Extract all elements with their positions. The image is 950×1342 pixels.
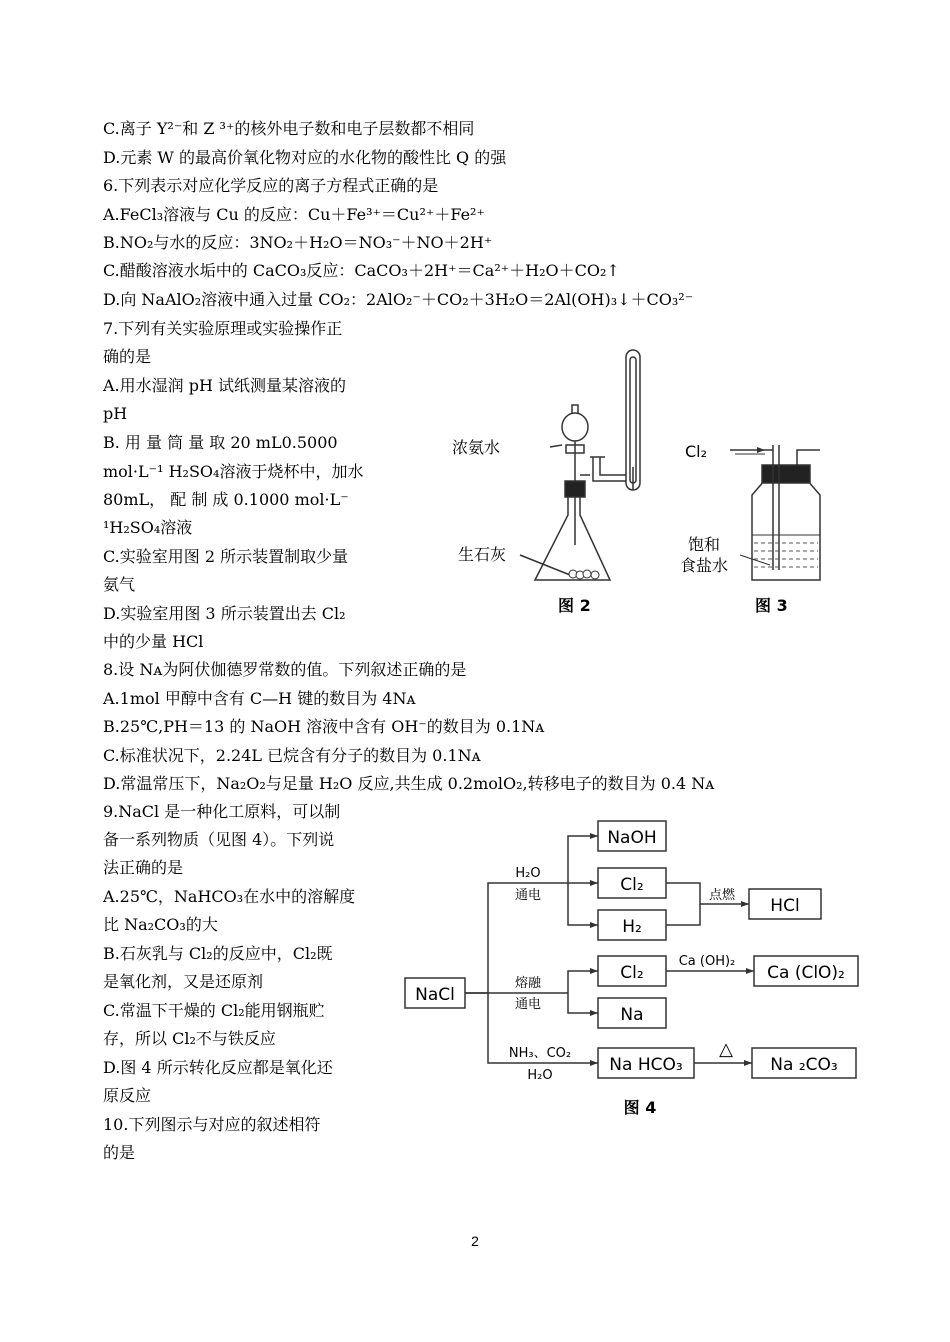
box-na2co3: Na ₂CO₃ [770, 1055, 838, 1075]
box-nacl: NaCl [415, 985, 455, 1005]
option-7d: D.实验室用图 3 所示装置出去 Cl₂ [103, 604, 346, 623]
figure-2-3 [440, 345, 830, 620]
cond-electrolysis-1: 通电 [514, 888, 542, 903]
option-9a: A.25℃，NaHCO₃在水中的溶解度 [103, 887, 356, 906]
label-ammonia: 浓氨水 [452, 438, 501, 457]
box-h2: H₂ [622, 917, 642, 937]
page-number: 2 [471, 1233, 479, 1249]
question-7: 7.下列有关实验原理或实验操作正 [103, 319, 343, 338]
option-7c-cont: 氨气 [103, 575, 136, 594]
heat-symbol: △ [719, 1039, 733, 1060]
option-9d: D.图 4 所示转化反应都是氧化还 [103, 1058, 333, 1077]
option-7c: C.实验室用图 2 所示装置制取少量 [103, 547, 349, 566]
question-8: 8.设 Nᴀ为阿伏伽德罗常数的值。下列叙述正确的是 [103, 660, 467, 679]
option-7b-cont1: mol·L⁻¹ H₂SO₄溶液于烧杯中，加水 [103, 462, 364, 481]
cond-electrolysis-2: 通电 [514, 997, 542, 1012]
option-9a-cont: 比 Na₂CO₃的大 [103, 915, 218, 934]
option-6d: D.向 NaAlO₂溶液中通入过量 CO₂：2AlO₂⁻＋CO₂＋3H₂O＝2Al(OH)₃↓＋CO₃²⁻ [103, 290, 694, 309]
option-6b: B.NO₂与水的反应：3NO₂＋H₂O＝NO₃⁻＋NO＋2H⁺ [103, 233, 493, 252]
question-10: 10.下列图示与对应的叙述相符 [103, 1115, 321, 1134]
figure-4-flowchart [400, 815, 870, 1125]
cond-molten: 熔融 [514, 976, 542, 991]
option-9c: C.常温下干燥的 Cl₂能用钢瓶贮 [103, 1001, 325, 1020]
cond-h2o: H₂O [515, 866, 541, 881]
cond-ignite: 点燃 [708, 888, 736, 903]
caption-figure-3: 图 3 [755, 596, 788, 615]
question-9-cont1: 备一系列物质（见图 4）。下列说 [103, 830, 335, 849]
option-9d-cont: 原反应 [103, 1086, 152, 1105]
question-10-cont: 的是 [103, 1143, 136, 1162]
option-7b: B. 用 量 筒 量 取 20 mL0.5000 [103, 433, 338, 452]
question-9: 9.NaCl 是一种化工原料，可以制 [103, 802, 341, 821]
box-na: Na [620, 1005, 644, 1025]
option-7d-cont: 中的少量 HCl [103, 632, 204, 651]
option-8d: D.常温常压下，Na₂O₂与足量 H₂O 反应,共生成 0.2molO₂,转移电子的数目为 0.4 Nᴀ [103, 774, 715, 793]
option-6a: A.FeCl₃溶液与 Cu 的反应：Cu＋Fe³⁺＝Cu²⁺＋Fe²⁺ [103, 205, 485, 224]
option-8a: A.1mol 甲醇中含有 C—H 键的数目为 4Nᴀ [103, 689, 416, 708]
option-9b-cont: 是氧化剂，又是还原剂 [103, 972, 264, 991]
question-6: 6.下列表示对应化学反应的离子方程式正确的是 [103, 176, 439, 195]
label-brine-2: 食盐水 [680, 556, 729, 575]
box-cl2-b: Cl₂ [620, 963, 644, 983]
cond-nh3-co2: NH₃、CO₂ [508, 1046, 572, 1061]
box-cl2-a: Cl₂ [620, 875, 644, 895]
question-7-cont: 确的是 [103, 347, 152, 366]
label-cl2: Cl₂ [685, 442, 708, 461]
cond-caoh2: Ca (OH)₂ [678, 954, 736, 969]
box-naoh: NaOH [607, 828, 657, 848]
box-ca-clo2: Ca (ClO)₂ [767, 963, 845, 983]
caption-figure-4: 图 4 [623, 1098, 657, 1117]
label-quicklime: 生石灰 [458, 545, 507, 564]
option-8b: B.25℃,PH＝13 的 NaOH 溶液中含有 OH⁻的数目为 0.1Nᴀ [103, 717, 545, 736]
option-5d: D.元素 W 的最高价氧化物对应的水化物的酸性比 Q 的强 [103, 148, 507, 167]
option-7a-cont: pH [103, 404, 128, 423]
box-hcl: HCl [770, 896, 800, 916]
question-9-cont2: 法正确的是 [103, 858, 184, 877]
option-9b: B.石灰乳与 Cl₂的反应中，Cl₂既 [103, 944, 333, 963]
box-nahco3: Na HCO₃ [609, 1055, 683, 1075]
caption-figure-2: 图 2 [558, 596, 591, 615]
cond-h2o-2: H₂O [527, 1068, 553, 1083]
option-7b-cont3: ¹H₂SO₄溶液 [103, 518, 193, 537]
option-6c: C.醋酸溶液水垢中的 CaCO₃反应：CaCO₃＋2H⁺＝Ca²⁺＋H₂O＋CO₂↑ [103, 261, 620, 280]
option-8c: C.标准状况下，2.24L 已烷含有分子的数目为 0.1Nᴀ [103, 746, 481, 765]
option-5c: C.离子 Y²⁻和 Z ³⁺的核外电子数和电子层数都不相同 [103, 119, 475, 138]
option-9c-cont: 存，所以 Cl₂不与铁反应 [103, 1029, 276, 1048]
label-brine-1: 饱和 [688, 535, 721, 554]
option-7a: A.用水湿润 pH 试纸测量某溶液的 [103, 376, 347, 395]
option-7b-cont2: 80mL， 配 制 成 0.1000 mol·L⁻ [103, 490, 349, 509]
